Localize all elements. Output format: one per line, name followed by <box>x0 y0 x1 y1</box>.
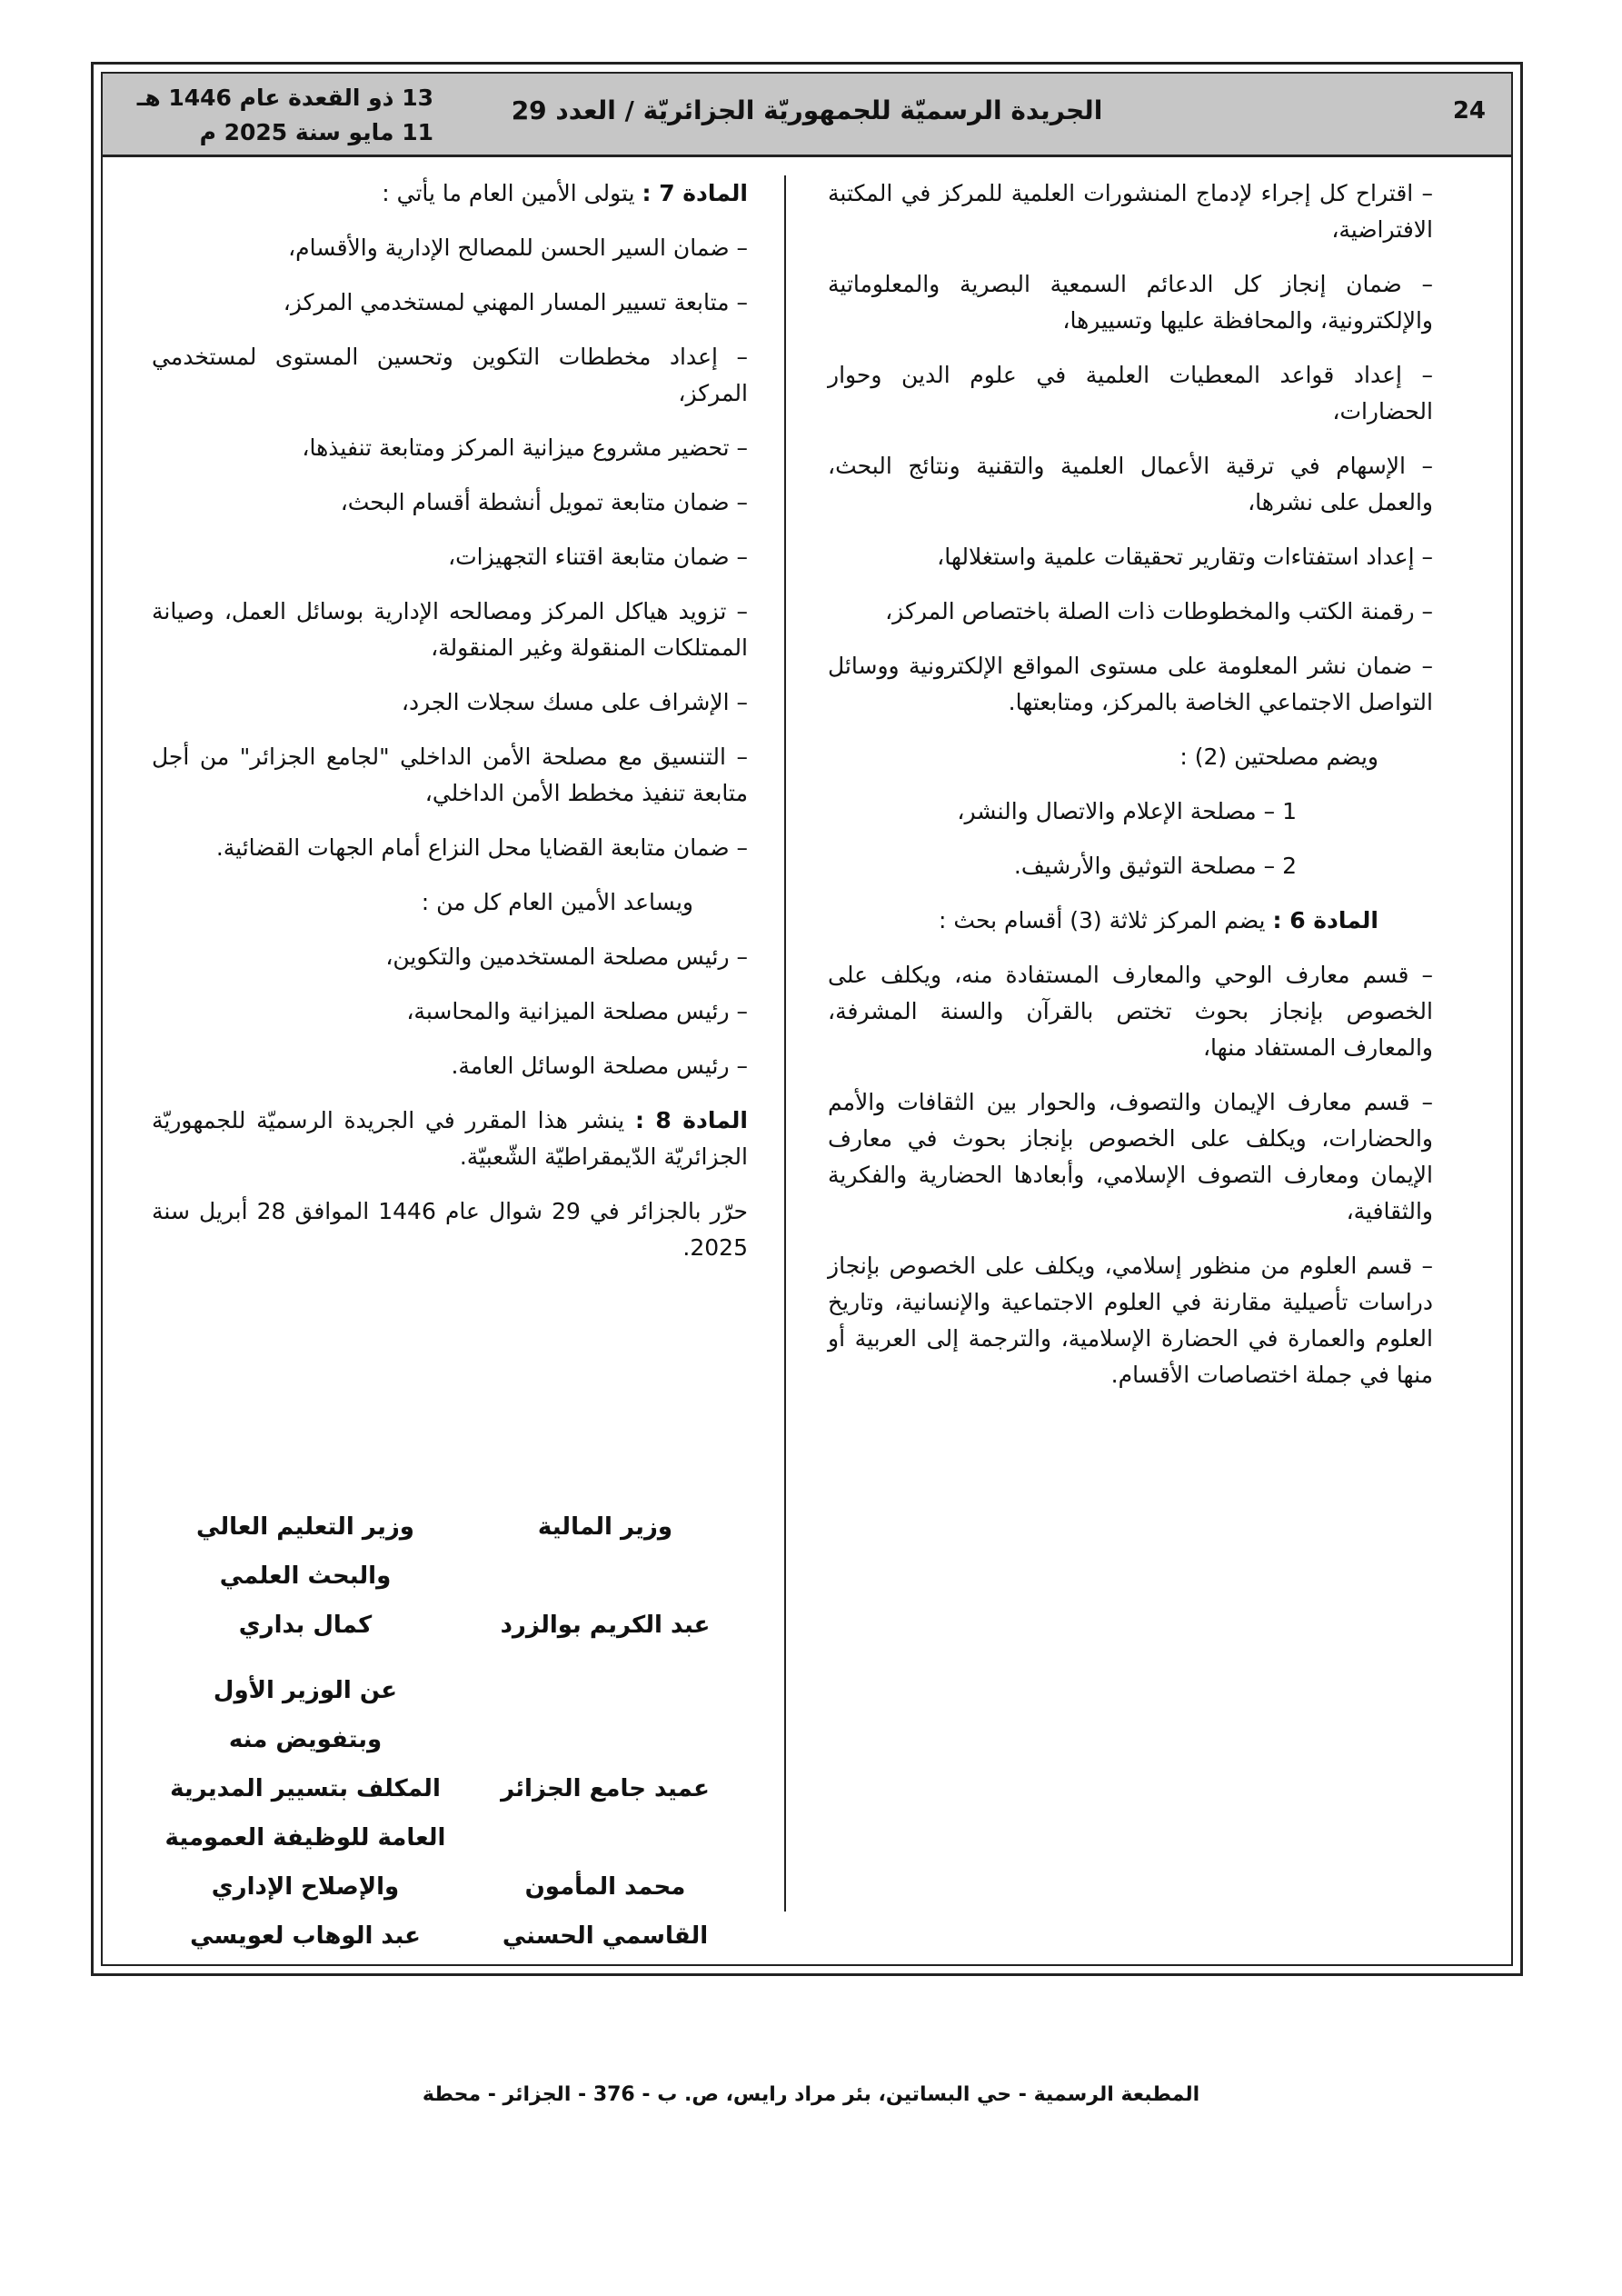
signatory-pm-line: وبتفويض منه <box>228 1726 383 1753</box>
service-item: 1 – مصلحة الإعلام والاتصال والنشر، <box>957 798 1297 824</box>
article-text: ينشر هذا المقرر في الجريدة الرسميّة للجمهوريّة الجزائريّة الدّيمقراطيّة الشّعبيّة. <box>152 1107 748 1170</box>
signature-row <box>155 1715 755 1764</box>
signature-row <box>155 1552 755 1601</box>
duty-item: – الإشراف على مسك سجلات الجرد، <box>401 689 748 715</box>
signature-row <box>155 1601 755 1650</box>
duty-item: – متابعة تسيير المسار المهني لمستخدمي المركز، <box>283 289 748 315</box>
assist-intro: ويساعد الأمين العام كل من : <box>421 889 693 915</box>
signature-row <box>155 1666 755 1715</box>
signatory-higher-ed-name: كمال بداري <box>238 1612 373 1639</box>
assistant-item: – رئيس مصلحة المستخدمين والتكوين، <box>385 943 748 970</box>
duty-item: – ضمان السير الحسن للمصالح الإدارية والأقسام، <box>288 235 748 261</box>
article-label: المادة 6 : <box>1272 907 1378 933</box>
duty-item: – ضمان متابعة تمويل أنشطة أقسام البحث، <box>340 489 748 515</box>
page-header <box>103 74 1511 157</box>
services-intro: ويضم مصلحتين (2) : <box>1179 744 1378 770</box>
signature-row <box>155 1764 755 1813</box>
duty-item: – ضمان متابعة اقتناء التجهيزات، <box>448 544 748 570</box>
page-number: 24 <box>1452 97 1486 125</box>
department-item: – قسم معارف الوحي والمعارف المستفادة منه، ويكلف على الخصوص بإنجاز بحوث تختص بالقرآن والسنة المشرفة، والمعارف المستفاد منها، <box>828 962 1433 1061</box>
signatory-dean-name: القاسمي الحسني <box>502 1922 709 1950</box>
service-item: 2 – مصلحة التوثيق والأرشيف. <box>1013 853 1297 879</box>
department-item: – قسم معارف الإيمان والتصوف، والحوار بين الثقافات والأمم والحضارات، ويكلف على الخصوص بإنجاز بحوث في معارف الإيمان ومعارف التصوف الإسلامي، وأبعادها الحضارية والفكرية والثقافية، <box>828 1089 1433 1224</box>
article-7 <box>152 175 748 212</box>
duty-item: – تحضير مشروع ميزانية المركز ومتابعة تنفيذها، <box>302 434 748 461</box>
duty-item: – تزويد هياكل المركز ومصالحه الإدارية بوسائل العمل، وصيانة الممتلكات المنقولة وغير المنقولة، <box>152 598 748 661</box>
department-item: – قسم العلوم من منظور إسلامي، ويكلف على الخصوص بإنجاز دراسات تأصيلية مقارنة في العلوم الاجتماعية والإنسانية، وتاريخ العلوم والعمارة في الحضارة الإسلامية، والترجمة إلى العربية أو منها في جملة اختصاصات الأقسام. <box>828 1253 1433 1388</box>
article-label: المادة 8 : <box>634 1107 748 1133</box>
paragraph: – ضمان نشر المعلومة على مستوى المواقع الإلكترونية ووسائل التواصل الاجتماعي الخاصة بالمركز، ومتابعتها. <box>828 653 1433 715</box>
signature-row <box>155 1862 755 1912</box>
signatory-pm-line: والإصلاح الإداري <box>211 1873 400 1901</box>
paragraph: – ضمان إنجاز كل الدعائم السمعية البصرية والمعلوماتية والإلكترونية، والمحافظة عليها وتسييرها، <box>828 271 1433 334</box>
page-frame <box>91 62 1523 1976</box>
journal-title: الجريدة الرسميّة للجمهوريّة الجزائريّة / العدد 29 <box>511 95 1103 125</box>
duty-item: – إعداد مخططات التكوين وتحسين المستوى لمستخدمي المركز، <box>152 344 748 406</box>
signatory-pm-line: العامة للوظيفة العمومية <box>164 1824 446 1852</box>
article-label: المادة 7 : <box>642 180 748 206</box>
signature-spacer <box>455 1715 755 1764</box>
signatory-finance-title: وزير المالية <box>537 1513 673 1541</box>
article-8 <box>152 1103 748 1175</box>
article-text: يضم المركز ثلاثة (3) أقسام بحث : <box>939 907 1266 933</box>
paragraph: – إعداد قواعد المعطيات العلمية في علوم الدين وحوار الحضارات، <box>828 362 1433 424</box>
article-6 <box>828 903 1433 939</box>
done-at: حرّر بالجزائر في 29 شوال عام 1446 الموافق 28 أبريل سنة 2025. <box>152 1198 748 1261</box>
signatory-pm-line: المكلف بتسيير المديرية <box>170 1775 441 1802</box>
paragraph: – الإسهام في ترقية الأعمال العلمية والتقنية ونتائج البحث، والعمل على نشرها، <box>828 453 1433 515</box>
signatory-higher-ed-title-2: والبحث العلمي <box>219 1562 392 1590</box>
left-column <box>152 175 748 1284</box>
date-hijri: 13 ذو القعدة عام 1446 هـ <box>136 85 433 111</box>
signature-spacer <box>455 1666 755 1715</box>
signatory-dean-name: محمد المأمون <box>524 1873 686 1901</box>
date-gregorian: 11 مايو سنة 2025 م <box>199 119 433 145</box>
column-divider <box>784 175 786 1912</box>
right-column <box>828 175 1433 1412</box>
article-text: يتولى الأمين العام ما يأتي : <box>382 180 635 206</box>
assistant-item: – رئيس مصلحة الوسائل العامة. <box>451 1053 748 1079</box>
signature-row <box>155 1912 755 1961</box>
assistant-item: – رئيس مصلحة الميزانية والمحاسبة، <box>406 998 748 1024</box>
signatory-dean-title: عميد جامع الجزائر <box>501 1775 710 1802</box>
signature-row <box>155 1502 755 1552</box>
issue-date <box>124 81 433 150</box>
printer-footer: المطبعة الرسمية - حي البساتين، بئر مراد رايس، ص. ب - 376 - الجزائر - محطة <box>422 2083 1200 2106</box>
signatory-pm-name: عبد الوهاب لعويسي <box>190 1922 421 1950</box>
signatory-finance-name: عبد الكريم بوالزرد <box>500 1612 711 1639</box>
signatory-pm-line: عن الوزير الأول <box>213 1677 398 1704</box>
duty-item: – التنسيق مع مصلحة الأمن الداخلي "لجامع الجزائر" من أجل متابعة تنفيذ مخطط الأمن الداخلي، <box>152 744 748 806</box>
signature-block <box>155 1502 755 1961</box>
paragraph: – اقتراح كل إجراء لإدماج المنشورات العلمية للمركز في المكتبة الافتراضية، <box>828 180 1433 243</box>
signatory-higher-ed-title: وزير التعليم العالي <box>196 1513 414 1541</box>
signature-row <box>155 1813 755 1862</box>
signature-spacer <box>455 1552 755 1601</box>
paragraph: – رقمنة الكتب والمخطوطات ذات الصلة باختصاص المركز، <box>885 598 1433 624</box>
paragraph: – إعداد استفتاءات وتقارير تحقيقات علمية واستغلالها، <box>937 544 1433 570</box>
signature-spacer <box>455 1813 755 1862</box>
duty-item: – ضمان متابعة القضايا محل النزاع أمام الجهات القضائية. <box>215 834 748 861</box>
